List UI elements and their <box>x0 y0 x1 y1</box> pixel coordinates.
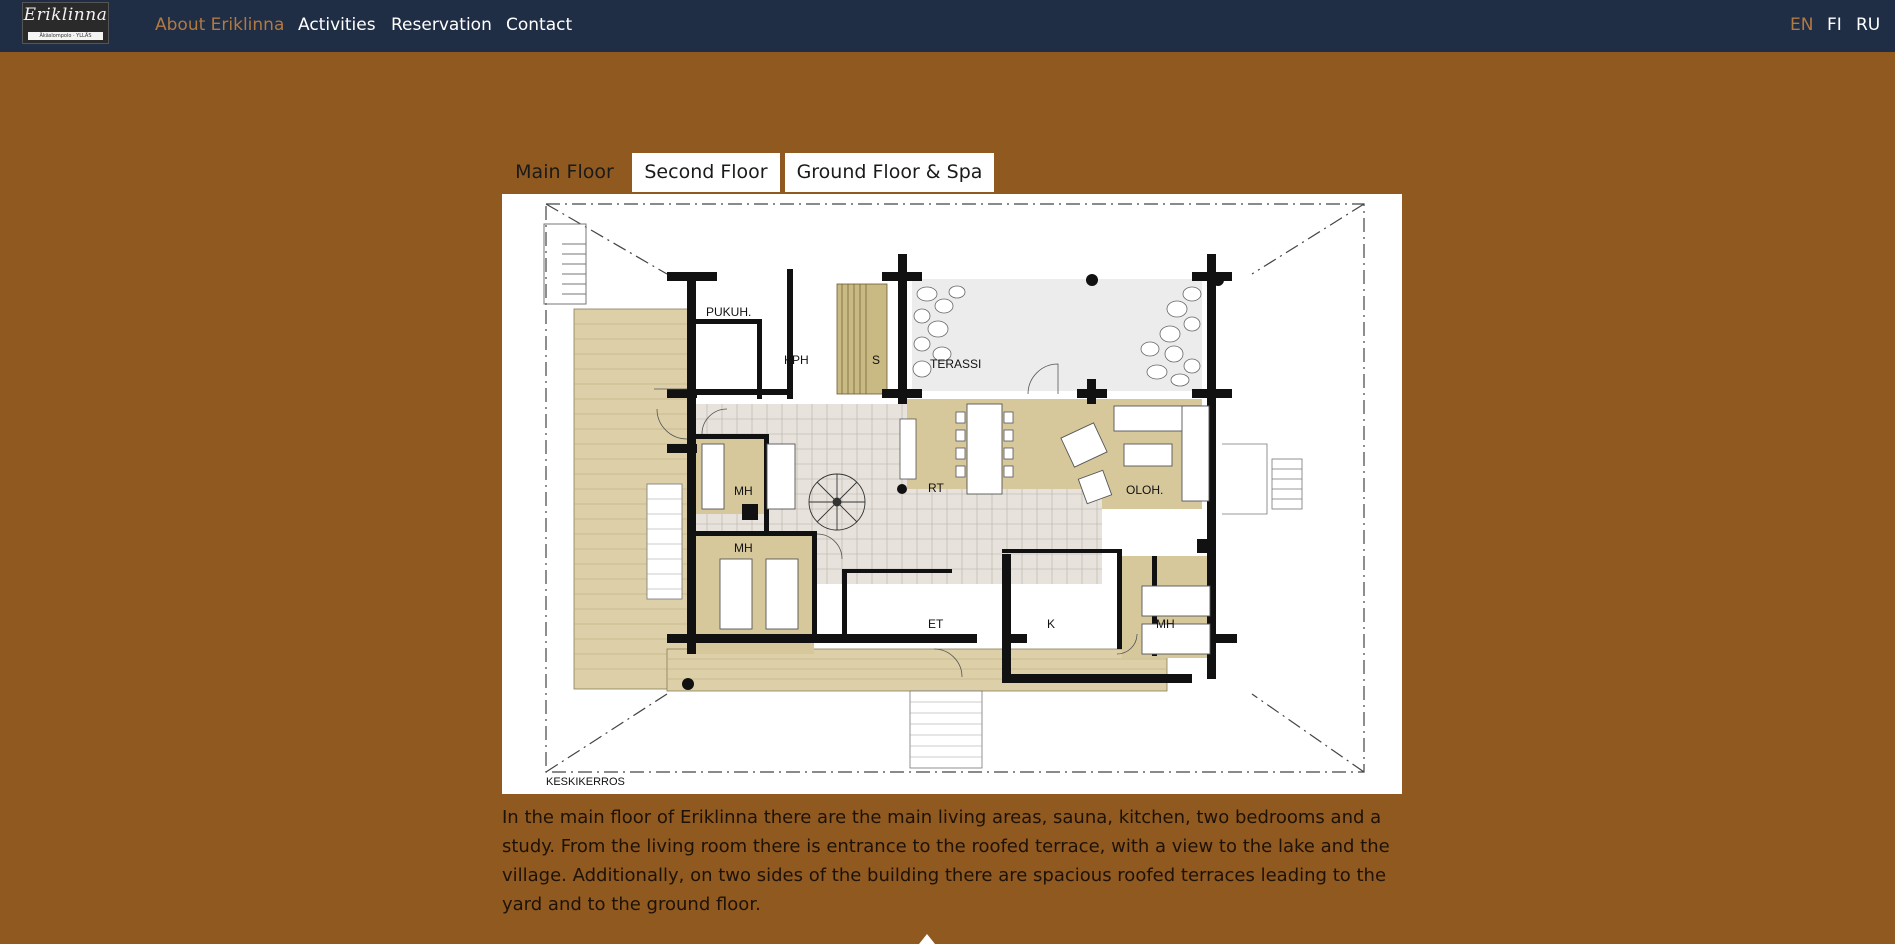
nav-reservation[interactable]: Reservation <box>391 15 492 35</box>
top-navbar <box>0 0 1895 52</box>
room-label-k: K <box>1047 617 1056 631</box>
room-label-pukuh: PUKUH. <box>706 305 752 319</box>
room-label-kph: KPH <box>784 353 809 367</box>
nav-about-eriklinna[interactable]: About Eriklinna <box>155 15 285 35</box>
room-label-oloh: OLOH. <box>1126 483 1164 497</box>
logo-script-text: Eriklinna <box>23 5 108 25</box>
lang-en[interactable]: EN <box>1790 15 1814 35</box>
floorplan-caption: KESKIKERROS <box>546 776 625 788</box>
eriklinna-logo[interactable] <box>22 2 109 44</box>
room-label-mh-bedroom-2: MH <box>1156 617 1175 631</box>
lang-ru[interactable]: RU <box>1856 15 1881 35</box>
nav-activities[interactable]: Activities <box>298 15 376 35</box>
room-label-rt: RT <box>928 481 944 495</box>
scroll-up-arrow-icon[interactable] <box>919 934 935 944</box>
room-label-sauna: S <box>872 353 881 367</box>
floorplan-image <box>502 194 1402 794</box>
nav-contact[interactable]: Contact <box>506 15 573 35</box>
floorplan-drawing <box>502 194 1402 794</box>
lang-fi[interactable]: FI <box>1827 15 1842 35</box>
tab-second-floor[interactable]: Second Floor <box>632 153 780 192</box>
room-label-mh-bedroom-1: MH <box>734 541 753 555</box>
room-label-terassi: TERASSI <box>930 357 982 371</box>
main-floor-description: In the main floor of Eriklinna there are the main living areas, sauna, kitchen, two bedrooms and a study. From the living room there is entrance to the roofed terrace, with a view to the lake and the village. Additionally, on two sides of the building there are spacious roofed terraces leading to the yard and to the ground floor. <box>502 807 1390 915</box>
logo-tagline: Äkäslompolo · YLLÄS <box>28 32 103 40</box>
room-label-mh-study: MH <box>734 484 753 498</box>
room-label-et: ET <box>928 617 944 631</box>
tab-ground-floor-spa[interactable]: Ground Floor & Spa <box>785 153 994 192</box>
tab-main-floor[interactable]: Main Floor <box>515 161 614 183</box>
